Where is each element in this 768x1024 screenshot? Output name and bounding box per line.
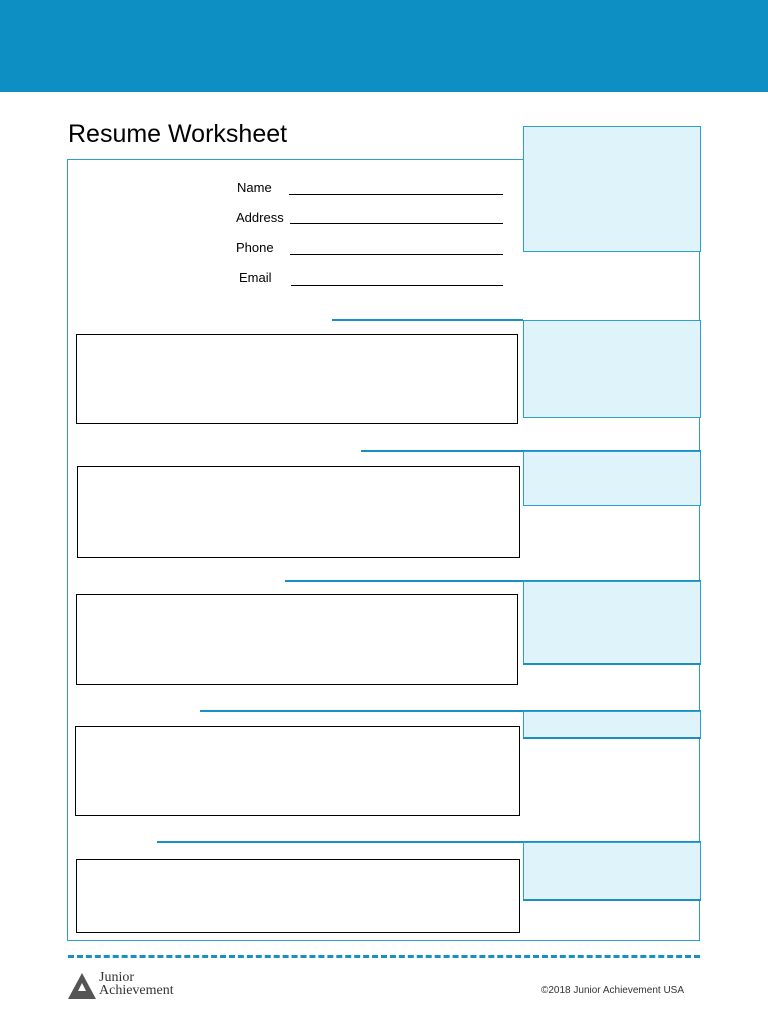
sidebar-box-2 [523,451,701,506]
sidebar-box-contact [523,126,701,252]
section-2-input-box[interactable] [77,466,520,558]
email-label: Email [239,270,272,285]
logo-line-1: Junior [99,970,134,985]
header-band [0,0,768,92]
mountain-icon [67,971,99,1001]
logo-text [99,971,174,997]
phone-field[interactable] [290,254,503,255]
page-title: Resume Worksheet [68,120,288,148]
section-4-input-box[interactable] [75,726,520,816]
logo-line-2: Achievement [99,983,174,998]
address-field[interactable] [290,223,503,224]
copyright-text: ©2018 Junior Achievement USA [541,985,685,996]
email-field[interactable] [291,285,503,286]
sidebar-box-1 [523,320,701,418]
address-label: Address [236,210,284,225]
junior-achievement-logo [67,971,197,1003]
name-label: Name [237,180,272,195]
sidebar-box-5 [523,842,701,900]
phone-label: Phone [236,240,274,255]
sidebar-box-3 [523,581,701,664]
section-5-input-box[interactable] [76,859,520,933]
section-1-input-box[interactable] [76,334,518,424]
section-3-input-box[interactable] [76,594,518,685]
cut-line-divider [68,955,700,958]
section-1-header-line [332,319,523,321]
name-field[interactable] [289,194,503,195]
sidebar-box-4 [523,711,701,738]
